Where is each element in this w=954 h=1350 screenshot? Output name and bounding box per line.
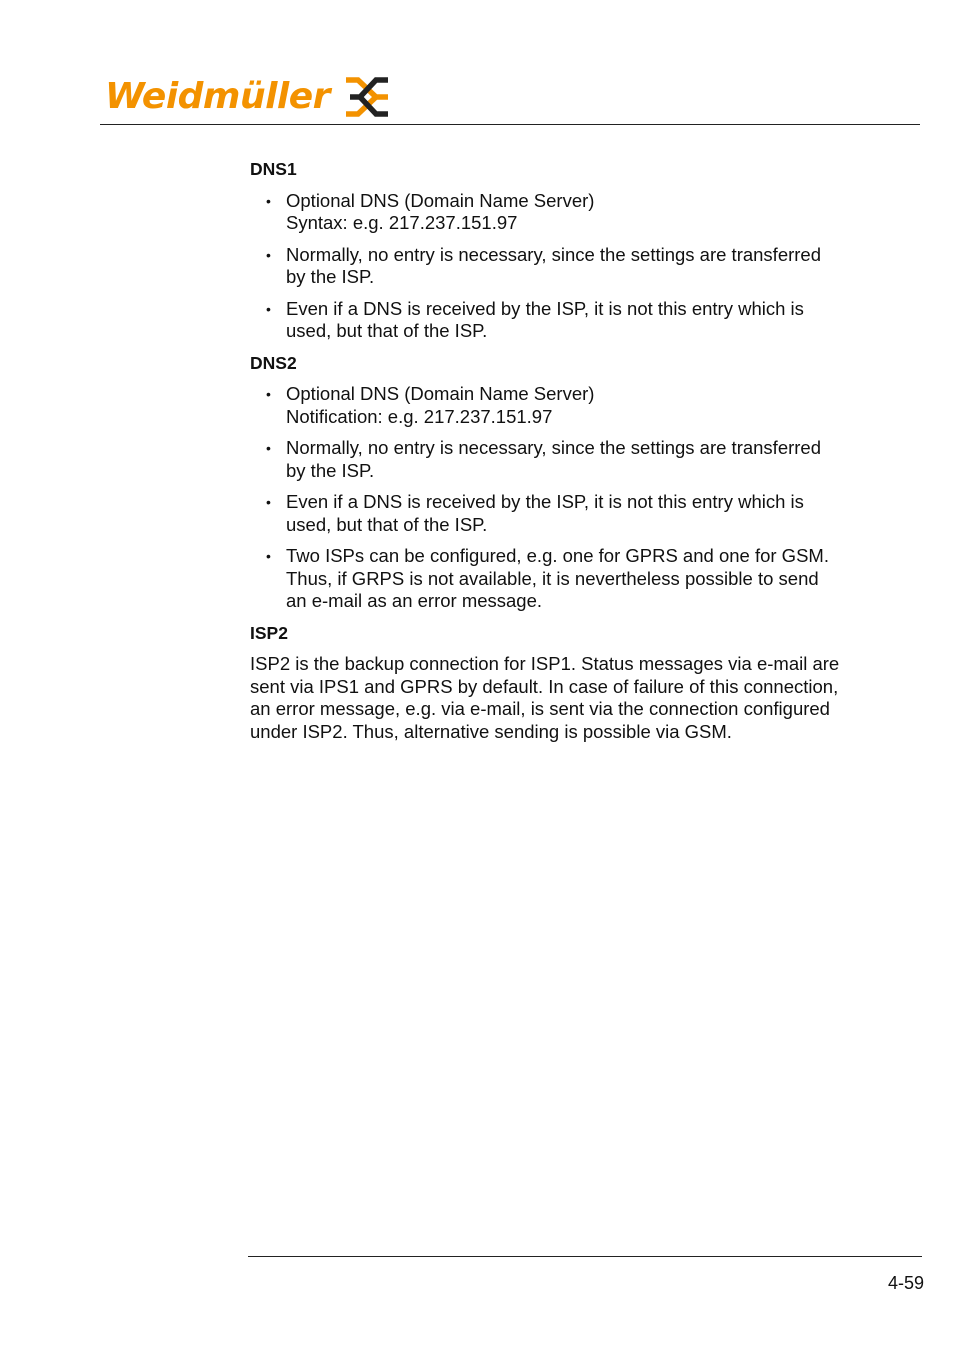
list-item-text: Normally, no entry is necessary, since the settings are transferred <box>286 437 822 458</box>
list-item-text: Two ISPs can be configured, e.g. one for GPRS and one for GSM. <box>286 545 829 566</box>
paragraph-line: under ISP2. Thus, alternative sending is possible via GSM. <box>250 720 732 742</box>
list-item-text: Even if a DNS is received by the ISP, it is not this entry which is <box>286 491 804 512</box>
brand-name: Weidmüller <box>105 76 330 117</box>
list-item-text: Syntax: e.g. 217.237.151.97 <box>286 212 518 233</box>
section-heading-isp2: ISP2 <box>250 622 288 643</box>
list-item-text: Notification: e.g. 217.237.151.97 <box>286 405 553 427</box>
section-heading-dns1: DNS1 <box>250 159 297 179</box>
bullet-icon: • <box>266 440 271 456</box>
list-item <box>250 491 870 536</box>
bullet-icon: • <box>266 548 271 564</box>
bullet-icon: • <box>266 386 271 402</box>
list-item-text: an e-mail as an error message. <box>286 590 543 611</box>
list-item-text: Optional DNS (Domain Name Server) <box>286 383 595 404</box>
list-item <box>250 545 870 613</box>
list-item <box>250 437 870 482</box>
manual-content <box>250 158 870 743</box>
paragraph-line: sent via IPS1 and GPRS by default. In case of failure of this connection, <box>250 675 839 697</box>
list-item-text: Optional DNS (Domain Name Server) <box>286 189 595 211</box>
footer-divider <box>248 1256 922 1257</box>
weidmuller-logo <box>105 74 390 120</box>
header-divider <box>100 124 920 125</box>
list-item-text: used, but that of the ISP. <box>286 513 488 535</box>
list-item-text: by the ISP. <box>286 266 375 287</box>
list-item <box>250 190 870 235</box>
list-item <box>250 383 870 428</box>
list-item-text: Thus, if GRPS is not available, it is nevertheless possible to send <box>286 567 819 589</box>
list-item-text: Even if a DNS is received by the ISP, it is not this entry which is <box>286 297 804 319</box>
bullet-icon: • <box>266 246 271 263</box>
isp2-paragraph <box>250 653 870 743</box>
bullet-icon: • <box>266 192 271 209</box>
list-item-text: Normally, no entry is necessary, since the settings are transferred <box>286 243 822 265</box>
list-item <box>250 298 870 343</box>
list-item-text: by the ISP. <box>286 459 375 481</box>
section-heading-dns2: DNS2 <box>250 352 297 373</box>
list-item-text: used, but that of the ISP. <box>286 320 488 341</box>
bullet-icon: • <box>266 300 271 317</box>
paragraph-line: an error message, e.g. via e-mail, is sent via the connection configured <box>250 698 830 719</box>
paragraph-line: ISP2 is the backup connection for ISP1. Status messages via e-mail are <box>250 653 840 674</box>
list-item <box>250 244 870 289</box>
dns2-bullet-list <box>250 383 870 613</box>
page-number: 4-59 <box>887 1273 924 1293</box>
bullet-icon: • <box>266 494 271 510</box>
dns1-bullet-list <box>250 190 870 343</box>
weidmuller-cross-icon <box>344 76 390 118</box>
